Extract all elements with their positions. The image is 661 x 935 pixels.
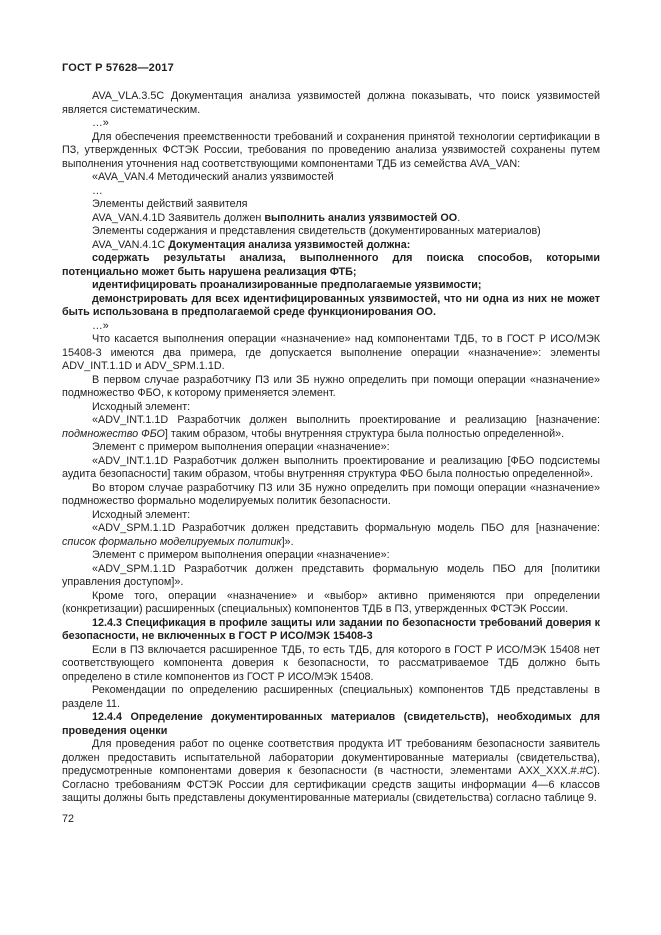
- text-segment: AVA_VAN.4.1C: [92, 238, 169, 251]
- document-header: ГОСТ Р 57628—2017: [62, 62, 174, 74]
- paragraph-25: [62, 590, 600, 617]
- paragraph-28: [62, 684, 600, 711]
- paragraph-15: [62, 374, 600, 401]
- paragraph-9: [62, 239, 600, 253]
- document-content: [62, 62, 600, 826]
- text-segment: 12.4.3 Спецификация в профиле защиты или задании по безопасности требований доверия к безопасности, не включенных в ГОСТ Р ИСО/МЭК 15408-3: [62, 616, 600, 642]
- text-segment: 12.4.4 Определение документированных материалов (свидетельств), необходимых для проведения оценки: [62, 711, 600, 737]
- text-segment: выполнить анализ уязвимостей ОО: [264, 211, 458, 224]
- text-segment: Если в ПЗ включается расширенное ТДБ, то есть ТДБ, для которого в ГОСТ Р ИСО/МЭК 15408 нет соответствующего компонента доверия к безопасности, то рассматриваемое ТДБ должно быть определено в стиле компонентов из ГОСТ Р ИСО/МЭК 15408.: [62, 643, 600, 683]
- text-segment: .: [457, 211, 461, 224]
- text-segment: Элементы содержания и представления свидетельств (документированных материалов): [92, 225, 541, 237]
- text-segment: Что касается выполнения операции «назначение» над компонентами ТДБ, то в ГОСТ Р ИСО/МЭК 15408-3 имеются два примера, где допускается выполнение операции «назначение»: элементы ADV_INT.1.1D и ADV_SPM.1.1D.: [62, 333, 600, 372]
- text-segment: «ADV_INT.1.1D Разработчик должен выполнить проектирование и реализацию [ФБО подсистемы аудита безопасности] таким образом, чтобы внутренняя структура ФБО была полностью определенной».: [62, 454, 600, 480]
- paragraph-21: [62, 509, 600, 523]
- text-segment: подмножество ФБО: [62, 427, 165, 440]
- text-segment: Документация анализа уязвимостей должна:: [168, 238, 411, 251]
- paragraph-22: [62, 522, 600, 549]
- paragraph-14: [62, 333, 600, 374]
- text-segment: «ADV_SPM.1.1D Разработчик должен представить формальную модель ПБО для [политики управления доступом]».: [62, 562, 600, 588]
- paragraph-23: [62, 549, 600, 563]
- paragraph-4: [62, 171, 600, 185]
- paragraph-13: [62, 320, 600, 334]
- text-segment: Элемент с примером выполнения операции «назначение»:: [92, 441, 390, 453]
- document-body: [62, 90, 600, 806]
- paragraph-24: [62, 563, 600, 590]
- paragraph-6: [62, 198, 600, 212]
- text-segment: …»: [92, 319, 109, 332]
- text-segment: Для проведения работ по оценке соответствия продукта ИТ требованиям безопасности заявитель должен предоставить испытательной лаборатории документированные материалы (свидетельства), предусмотренные компонентами доверия к безопасности (в частности, элементами AXX_XXX.#.#C). Согласно требованиям ФСТЭК России для сертификации средств защиты информации 4—6 классов защиты должны быть представлены документированные материалы (свидетельства) согласно таблице 9.: [62, 738, 600, 804]
- page-number: 72: [62, 812, 75, 825]
- paragraph-18: [62, 441, 600, 455]
- paragraph-17: [62, 414, 600, 441]
- paragraph-29: [62, 711, 600, 738]
- text-segment: Рекомендации по определению расширенных (специальных) компонентов ТДБ представлены в разделе 11.: [62, 684, 600, 710]
- paragraph-2: [62, 117, 600, 131]
- paragraph-8: [62, 225, 600, 239]
- text-segment: демонстрировать для всех идентифицированных уязвимостей, что ни одна из них не может быть использована в предполагаемой среде функционирования ОО.: [62, 292, 600, 318]
- text-segment: Кроме того, операции «назначение» и «выбор» активно применяются при определении (конкретизации) расширенных (специальных) компонентов ТДБ в ПЗ, утвержденных ФСТЭК России.: [62, 589, 600, 615]
- paragraph-27: [62, 644, 600, 685]
- text-segment: AVA_VLA.3.5C Документация анализа уязвимостей должна показывать, что поиск уязвимостей является систематическим.: [62, 90, 600, 116]
- text-segment: Во втором случае разработчику ПЗ или ЗБ нужно определить при помощи операции «назначение» подмножество формально моделируемых политик безопасности.: [62, 481, 600, 507]
- text-segment: содержать результаты анализа, выполненного для поиска способов, которыми потенциально может быть нарушена реализация ФТБ;: [62, 252, 600, 278]
- paragraph-5: [62, 185, 600, 199]
- text-segment: AVA_VAN.4.1D Заявитель должен: [92, 211, 265, 224]
- text-segment: Элементы действий заявителя: [92, 198, 248, 210]
- paragraph-26: [62, 617, 600, 644]
- text-segment: Исходный элемент:: [92, 508, 191, 521]
- text-segment: «ADV_INT.1.1D Разработчик должен выполнить проектирование и реализацию [назначение:: [92, 414, 600, 426]
- text-segment: ]».: [281, 535, 294, 548]
- text-segment: Исходный элемент:: [92, 400, 191, 413]
- paragraph-10: [62, 252, 600, 279]
- text-segment: Для обеспечения преемственности требований и сохранения принятой технологии сертификации в ПЗ, утвержденных ФСТЭК России, требования по проведению анализа уязвимостей сохранены путем выполнения уточнения над соответствующими компонентами ТДБ из семейства AVA_VAN:: [62, 130, 600, 170]
- paragraph-12: [62, 293, 600, 320]
- text-segment: идентифицировать проанализированные предполагаемые уязвимости;: [92, 279, 482, 291]
- paragraph-7: [62, 212, 600, 226]
- text-segment: «ADV_SPM.1.1D Разработчик должен представить формальную модель ПБО для [назначение:: [92, 522, 600, 534]
- text-segment: …: [92, 184, 103, 197]
- paragraph-16: [62, 401, 600, 415]
- text-segment: «AVA_VAN.4 Методический анализ уязвимостей: [92, 171, 334, 183]
- paragraph-19: [62, 455, 600, 482]
- paragraph-1: [62, 90, 600, 117]
- paragraph-30: [62, 738, 600, 806]
- text-segment: В первом случае разработчику ПЗ или ЗБ нужно определить при помощи операции «назначение» подмножество ФБО, к которому применяется элемент.: [62, 373, 600, 399]
- text-segment: ] таким образом, чтобы внутренняя структура была полностью определенной».: [164, 427, 565, 440]
- text-segment: Элемент с примером выполнения операции «назначение»:: [92, 549, 390, 561]
- text-segment: список формально моделируемых политик: [62, 535, 282, 548]
- paragraph-20: [62, 482, 600, 509]
- paragraph-11: [62, 279, 600, 293]
- text-segment: …»: [92, 117, 109, 129]
- paragraph-3: [62, 131, 600, 172]
